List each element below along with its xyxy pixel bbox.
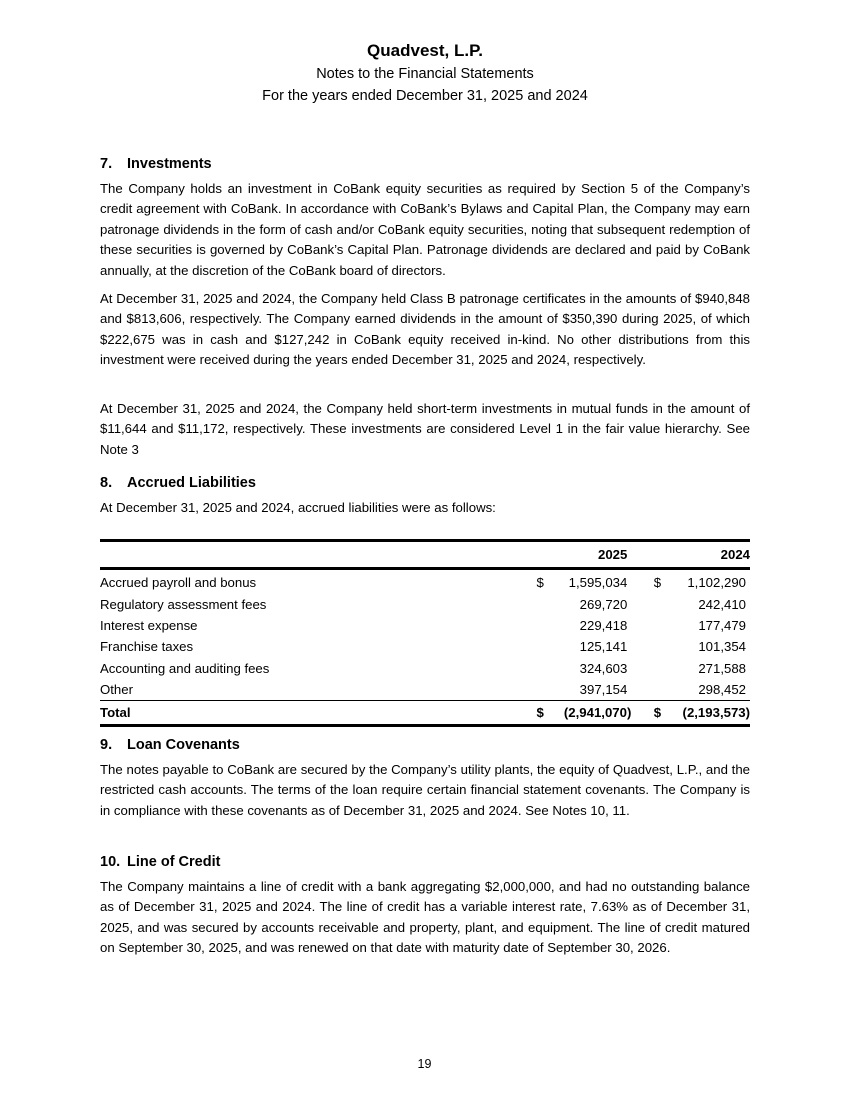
- investments-paragraph-3: At December 31, 2025 and 2024, the Company held short-term investments in mutual funds in the amount of $11,644 and $11,172, respectively. These investments are considered Level 1 in the fair value hierarchy. See Note 3: [100, 401, 750, 457]
- value-2025: 269,720: [579, 596, 628, 612]
- value-2025: 324,603: [579, 660, 628, 676]
- column-header-2024: 2024: [665, 541, 750, 569]
- reporting-period: For the years ended December 31, 2025 and 2024: [262, 88, 588, 104]
- section-number: 8.: [100, 475, 113, 491]
- page-number: 19: [417, 1057, 432, 1071]
- value-2024: 298,452: [698, 682, 746, 698]
- currency-symbol: $: [631, 701, 665, 726]
- table-row: [100, 679, 750, 701]
- loan-covenants-paragraph: The notes payable to CoBank are secured by the Company’s utility plants, the equity of Quadvest, L.P., and the restricted cash accounts. The terms of the loan require certain financial statement covenants. The Company is in compliance with these covenants as of December 31, 2025 and 2024. See Notes 10, 11.: [100, 762, 750, 818]
- column-header-2025: 2025: [550, 541, 631, 569]
- section-title: Loan Covenants: [127, 737, 240, 753]
- value-2025: 397,154: [579, 682, 628, 698]
- investments-paragraph-2: At December 31, 2025 and 2024, the Company held Class B patronage certificates in the amounts of $940,848 and $813,606, respectively. The Company earned dividends in the amount of $350,390 during 2025, of which $222,675 was in cash and $127,242 in CoBank equity received in-kind. No other distributions from this investment were received during the years ended December 31, 2025 and 2024, respectively.: [100, 291, 750, 368]
- value-2025: 229,418: [579, 617, 628, 633]
- company-name: Quadvest, L.P.: [367, 41, 483, 60]
- accrued-intro: At December 31, 2025 and 2024, accrued liabilities were as follows:: [100, 500, 496, 515]
- row-label: Franchise taxes: [100, 639, 194, 655]
- table-row: [100, 593, 750, 614]
- table-row: [100, 615, 750, 636]
- section-number: 9.: [100, 737, 113, 753]
- table-row: [100, 658, 750, 679]
- total-label: Total: [100, 701, 537, 726]
- value-2024: 242,410: [698, 596, 746, 612]
- document-subtitle: Notes to the Financial Statements: [316, 66, 534, 82]
- table-row: [100, 636, 750, 657]
- section-heading-investments: [100, 156, 212, 172]
- section-number: 7.: [100, 156, 113, 172]
- section-heading-loan-covenants: [100, 737, 240, 753]
- line-of-credit-paragraph: The Company maintains a line of credit with a bank aggregating $2,000,000, and had no outstanding balance as of December 31, 2025 and 2024. The line of credit has a variable interest rate, 7.63% as of December 31, 2025, and was secured by accounts receivable and property, plant, and equipment. The line of credit matured on September 30, 2025, and was renewed on that date with maturity date of September 30, 2026.: [100, 879, 750, 956]
- section-title: Accrued Liabilities: [127, 475, 256, 491]
- table-header-row: [100, 541, 750, 569]
- section-heading-accrued-liabilities: [100, 475, 256, 491]
- row-label: Regulatory assessment fees: [100, 596, 267, 612]
- value-2024: 177,479: [698, 617, 746, 633]
- row-label: Accounting and auditing fees: [100, 660, 270, 676]
- section-title: Line of Credit: [127, 854, 221, 870]
- row-label: Other: [100, 682, 133, 698]
- table-total-row: [100, 701, 750, 726]
- currency-symbol: $: [653, 575, 662, 591]
- value-2025: 1,595,034: [568, 575, 628, 591]
- currency-symbol: $: [536, 575, 544, 591]
- value-2025: 125,141: [579, 639, 628, 655]
- section-heading-line-of-credit: [100, 854, 220, 870]
- total-value-2025: (2,941,070): [550, 701, 631, 726]
- value-2024: 271,588: [698, 660, 746, 676]
- value-2024: 1,102,290: [687, 575, 746, 591]
- row-label: Interest expense: [100, 617, 198, 633]
- table-row: [100, 569, 750, 594]
- currency-symbol: $: [537, 701, 551, 726]
- section-number: 10.: [100, 854, 121, 870]
- total-value-2024: (2,193,573): [665, 701, 750, 726]
- section-title: Investments: [127, 156, 212, 172]
- row-label: Accrued payroll and bonus: [100, 575, 257, 591]
- accrued-liabilities-table: [100, 539, 750, 727]
- investments-paragraph-1: The Company holds an investment in CoBank equity securities as required by Section 5 of the Company’s credit agreement with CoBank. In accordance with CoBank’s Bylaws and Capital Plan, the Company may earn patronage dividends in the form of cash and/or CoBank equity securities, noting that subsequent redemption of these securities is governed by CoBank’s Capital Plan. Patronage dividends are declared and paid by CoBank annually, at the discretion of the CoBank board of directors.: [100, 181, 750, 278]
- value-2024: 101,354: [698, 639, 746, 655]
